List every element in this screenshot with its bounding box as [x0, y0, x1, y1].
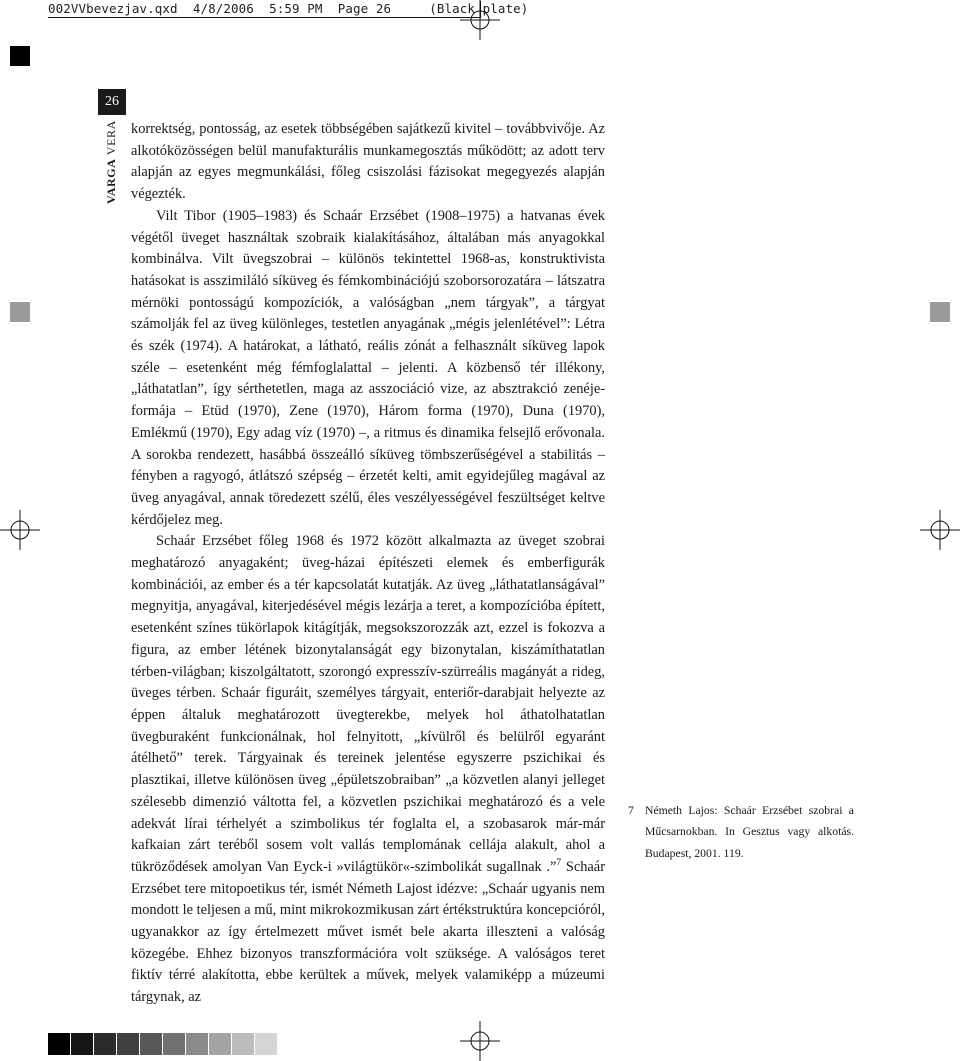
paragraph-3-continuation: Schaár Erzsébet tere mitopoetikus tér, ismét Németh Lajost idézve: „Schaár ugyanis nem mondott le teljesen a mű, mint mikrokozmikusan zárt értékstruktúra koncepcióról, ugyanakkor az így értelmezett művet ismét bele akarta illeszteni a valóság közegébe. Ehhez bizonyos transzformációra volt szüksége. A valóságos teret fiktív térré alakította, ebbe kerültek a művek, melyek valamiképp a múzeumi tárgynak, az	[131, 858, 605, 1006]
registration-mark-icon	[920, 510, 960, 550]
paragraph-2: Vilt Tibor (1905–1983) és Schaár Erzsébet (1908–1975) a hatvanas évek végétől üveget használtak szobraik kialakításához, általában más anyagokkal kombinálva. Vilt üvegszobrai – különös tekintettel 1968-as, konstruktivista hatásokat is asszimiláló síküveg és fémkombinációjú szoborsorozatára – látszatra mérnöki pontosságú kompozíciók, a valóságban „nem tárgyak”, a tárgyat számolják fel az üveg különleges, testetlen anyagának „mégis jelenlétével”: Létra és szék (1974). A határokat, a látható, reális zónát a felhasznált síküveg lapok széle – esetenként még fémfoglalattal – jelenti. A közbenső tér illékony, „láthatatlan”, így sérthetetlen, maga az asszociáció vize, az absztrakció zenéje-formája – Etüd (1970), Zene (1970), Három forma (1970), Duna (1970), Emlékmű (1970), Egy adag víz (1970) –, a ritmus és dinamika felsejlő erővonala. A sorokba rendezett, hasábbá összeálló síküveg tömbszerűségével a stabilitás – fényben a ragyogó, átlátszó szépség – érzetét kelti, amit egyidejűleg magával az üveg anyagával, annak töredezett szélű, éles veszélyességével feszültséget keltve kérdőjelez meg.	[131, 207, 605, 528]
print-slug: 002VVbevezjav.qxd 4/8/2006 5:59 PM Page 26 (Black plate)	[48, 1, 529, 16]
footnote-text: Németh Lajos: Schaár Erzsébet szobrai a Műcsarnokban. In Gesztus vagy alkotás. Budapest, 2001. 119.	[645, 804, 854, 860]
paragraph-3-text: Schaár Erzsébet főleg 1968 és 1972 között alkalmazta az üveget szobrai meghatározó anyagaként; üveg-házai építészeti elemek és emberfigurák kombinációi, az ember és a tér kapcsolatát kutatják. Az üveg „láthatatlanságával” megnyitja, anyagával, kiterjedésével mégis lezárja a teret, a kompozícióba épített, esetenként színes tükörlapok kitágítják, megsokszorozzák azt, ezzel is fokozva a figura, az ember létének bizonytalanságát egy bizonytalan, kiszámíthatatlan térben-világban; kiszolgáltatott, szorongó expresszív-szürreális magányát a rideg, üveges térben. Schaár figuráit, személyes tárgyait, enteriőr-darabjait helyezte az éppen általuk meghatározott üvegterekbe, melyek hol áthatolhatatlan üvegburaként funkcionálnak, hol felnyitott, „kívülről és belülről egyaránt átélhető” terek. Tárgyainak és tereinek jelentése egyszerre pszichikai és plasztikai, illetve különösen üveg „épületszobraiban” „a közvetlen alanyi jelleget szélesebb dimenzió váltotta fel, a közvetlen pszichikai meghatározó és a vele adekvát lírai térhelyét a szimbolikus tér foglalta el, a szobasarok már-már kafkaian zárt teréből sosem volt vallás templomának cellája alakult, ahol a tükröződések amolyan Van Eyck-i »világtükör«-szimbolikát sugallnak .”	[131, 533, 605, 875]
color-bar-swatch	[48, 1033, 70, 1055]
registration-mark-icon	[0, 510, 40, 550]
paragraph-1: korrektség, pontosság, az esetek többségében sajátkezű kivitel – továbbvivője. Az alkotóközösségen belül manufakturális munkamegosztás működött; az adott terv alapján az egyes megmunkálási, főleg csiszolási fázisokat megegyezés alapján végezték.	[131, 121, 605, 203]
registration-mark-icon	[460, 1021, 500, 1061]
footnote-number: 7	[628, 804, 634, 817]
body-text	[131, 119, 605, 1009]
gray-patch	[930, 302, 950, 322]
page-number: 26	[98, 89, 126, 115]
paragraph-3	[131, 531, 605, 1008]
running-head	[104, 120, 120, 204]
color-bar-swatch	[163, 1033, 185, 1055]
crop-black-square	[10, 46, 30, 66]
gray-patch	[10, 302, 30, 322]
color-bar-swatch	[232, 1033, 254, 1055]
grayscale-color-bar	[48, 1033, 278, 1055]
color-bar-swatch	[94, 1033, 116, 1055]
footnote-reference[interactable]: 7	[556, 858, 562, 869]
color-bar-swatch	[209, 1033, 231, 1055]
running-head-author-last: VERA	[104, 120, 118, 159]
color-bar-swatch	[186, 1033, 208, 1055]
color-bar-swatch	[255, 1033, 277, 1055]
running-head-author-first: VARGA	[104, 158, 118, 204]
color-bar-swatch	[140, 1033, 162, 1055]
color-bar-swatch	[117, 1033, 139, 1055]
registration-mark-icon	[460, 0, 500, 40]
footnote	[628, 800, 854, 864]
color-bar-swatch	[71, 1033, 93, 1055]
